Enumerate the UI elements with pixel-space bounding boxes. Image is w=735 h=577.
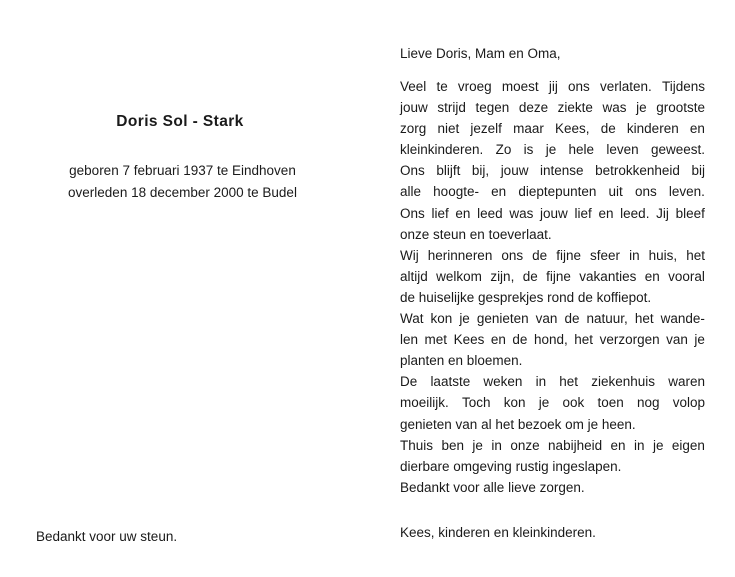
birth-line: geboren 7 februari 1937 te Eindhoven xyxy=(69,163,296,178)
letter-line: altijd welkom zijn, de fijne vakanties en vooral xyxy=(400,268,705,284)
letter-line: zorg niet jezelf maar Kees, de kinderen en xyxy=(400,121,705,137)
thanks-note: Bedankt voor uw steun. xyxy=(36,529,178,544)
letter-line: dierbare omgeving rustig ingeslapen. xyxy=(400,458,622,474)
letter-line: genieten van al het bezoek om je heen. xyxy=(400,416,636,432)
letter-signature: Kees, kinderen en kleinkinderen. xyxy=(400,525,596,540)
letter-line: onze steun en toeverlaat. xyxy=(400,226,552,242)
letter-line: Ons lief en leed was jouw lief en leed. Jij bleef xyxy=(400,205,705,221)
letter-line: jouw strijd tegen deze ziekte was je grootste xyxy=(400,100,705,116)
letter-line: De laatste weken in het ziekenhuis waren xyxy=(400,374,705,390)
letter-body xyxy=(400,76,705,498)
letter-line: moeilijk. Toch kon je ook toen nog volop xyxy=(400,395,705,411)
letter-line: Veel te vroeg moest jij ons verlaten. Tijdens xyxy=(400,79,705,94)
letter-line: planten en bloemen. xyxy=(400,353,523,369)
letter-line: de huiselijke gesprekjes rond de koffiepot. xyxy=(400,289,652,305)
letter-line: Wat kon je genieten van de natuur, het wande- xyxy=(400,311,705,327)
letter-line: Wij herinneren ons de fijne sfeer in huis, het xyxy=(400,247,705,263)
life-dates xyxy=(40,160,325,204)
letter-line: Thuis ben je in onze nabijheid en in je eigen xyxy=(400,437,705,453)
letter-line: Ons blijft bij, jouw intense betrokkenheid bij xyxy=(400,163,705,179)
death-line: overleden 18 december 2000 te Budel xyxy=(68,185,297,200)
letter-line: kleinkinderen. Zo is je hele leven geweest. xyxy=(400,142,705,158)
letter-greeting: Lieve Doris, Mam en Oma, xyxy=(400,46,561,61)
letter-line: len met Kees en de hond, het verzorgen van je xyxy=(400,332,705,348)
letter-line: alle hoogte- en dieptepunten uit ons leven. xyxy=(400,184,705,200)
deceased-name: Doris Sol - Stark xyxy=(116,113,244,130)
letter-line: Bedankt voor alle lieve zorgen. xyxy=(400,479,585,495)
